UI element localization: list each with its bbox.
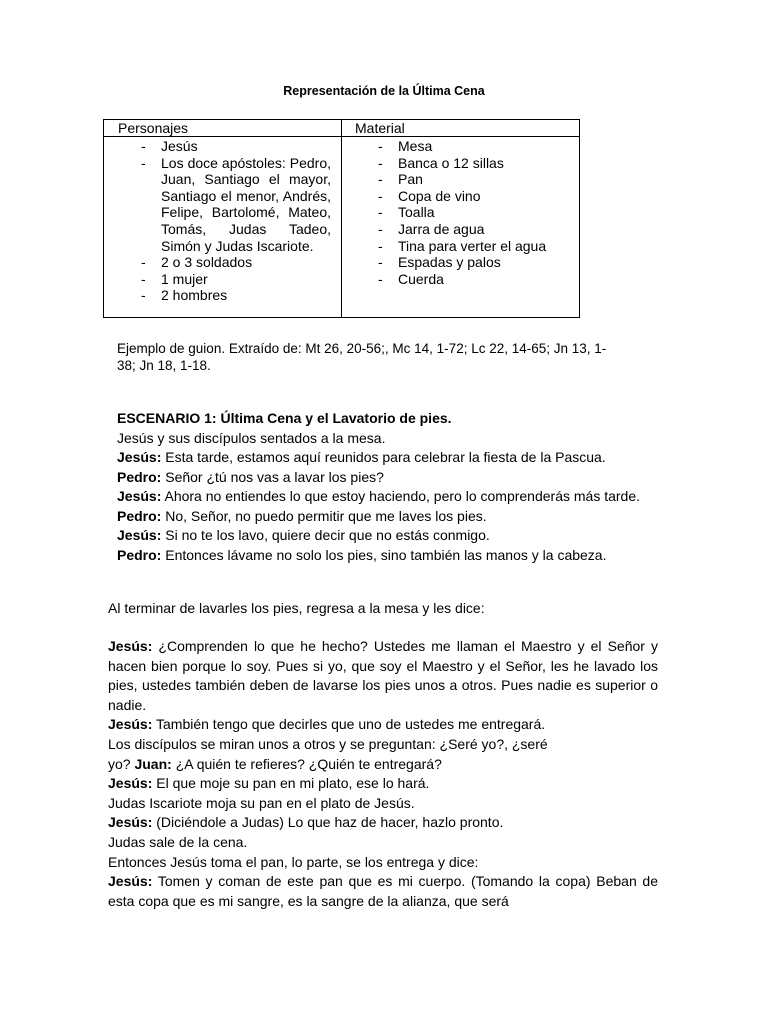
speaker-name: Jesús:	[108, 638, 153, 654]
scene-heading: ESCENARIO 1: Última Cena y el Lavatorio de pies.	[117, 410, 452, 426]
personajes-list	[104, 138, 341, 304]
dialog-line: Jesús: Ahora no entiendes lo que estoy haciendo, pero lo comprenderás más tarde.	[117, 488, 641, 504]
column-header-personajes: Personajes	[118, 120, 189, 136]
dialog-line: Pedro: No, Señor, no puedo permitir que me laves los pies.	[117, 507, 487, 524]
narration-line: Judas Iscariote moja su pan en el plato de Jesús.	[108, 794, 415, 811]
narration-line: Judas sale de la cena.	[108, 833, 248, 850]
column-header-material: Material	[355, 120, 405, 136]
dialog-line: Pedro: Señor ¿tú nos vas a lavar los pies?	[117, 468, 384, 485]
dialog-line: Jesús: Si no te los lavo, quiere decir que no estás conmigo.	[117, 527, 490, 543]
list-item: - 1 mujer	[104, 271, 341, 288]
list-item: - Toalla	[341, 204, 579, 221]
narration-line: Entonces Jesús toma el pan, lo parte, se los entrega y dice:	[108, 853, 479, 870]
speaker-name: Pedro:	[117, 507, 162, 524]
material-list	[341, 138, 579, 287]
speaker-name: Juan:	[134, 755, 172, 772]
dialog-line: Jesús: Esta tarde, estamos aquí reunidos para celebrar la fiesta de la Pascua.	[117, 449, 606, 465]
document-title: Representación de la Última Cena	[283, 84, 485, 98]
stage-direction: Al terminar de lavarles los pies, regresa a la mesa y les dice:	[108, 600, 485, 616]
source-line-2: 38; Jn 18, 1-18.	[117, 358, 211, 373]
dialog-line: Jesús: También tengo que decirles que uno de ustedes me entregará.	[108, 716, 546, 733]
script-source-note	[117, 340, 660, 374]
list-item: - Los doce apóstoles: Pedro, Juan, Santiago el mayor, Santiago el menor, Andrés, Felipe, Bartolomé, Mateo, Tomás, Judas Tadeo, Simón y Judas Iscariote.	[104, 155, 341, 255]
speaker-name: Jesús:	[108, 775, 153, 792]
list-item: - Jesús	[104, 138, 341, 155]
speaker-name: Jesús:	[108, 873, 153, 890]
scene-1	[117, 409, 660, 565]
scene-intro: Jesús y sus discípulos sentados a la mesa.	[117, 429, 386, 446]
source-line-1: Ejemplo de guion. Extraído de: Mt 26, 20-56;, Mc 14, 1-72; Lc 22, 14-65; Jn 13, 1-	[117, 341, 607, 356]
dialog-section	[108, 637, 658, 911]
list-item: - Tina para verter el agua	[341, 238, 579, 255]
cast-materials-table	[103, 119, 580, 318]
dialog-line: Jesús: (Diciéndole a Judas) Lo que haz de hacer, hazlo pronto.	[108, 814, 504, 831]
speaker-name: Pedro:	[117, 546, 162, 563]
list-item: - Pan	[341, 171, 579, 188]
dialog-line: Jesús: ¿Comprenden lo que he hecho? Ustedes me llaman el Maestro y el Señor y hacen bien porque lo soy. Pues si yo, que soy el Maestro y el Señor, les he lavado los pies, ustedes también deben de lavarse los pies unos a otros. Pues nadie es superior o nadie.	[108, 638, 658, 713]
list-item: - 2 o 3 soldados	[104, 254, 341, 271]
list-item: - Cuerda	[341, 271, 579, 288]
speaker-name: Jesús:	[108, 814, 153, 831]
dialog-line: Jesús: El que moje su pan en mi plato, ese lo hará.	[108, 775, 430, 792]
dialog-line: yo? Juan: ¿A quién te refieres? ¿Quién te entregará?	[108, 755, 442, 772]
speaker-name: Jesús:	[108, 716, 153, 733]
list-item: - Banca o 12 sillas	[341, 155, 579, 172]
speaker-name: Jesús:	[117, 488, 162, 504]
speaker-name: Jesús:	[117, 449, 162, 465]
dialog-line: Jesús: Tomen y coman de este pan que es mi cuerpo. (Tomando la copa) Beban de esta copa que es mi sangre, es la sangre de la alianza, que será	[108, 873, 659, 909]
list-item: - 2 hombres	[104, 287, 341, 304]
table-clip	[104, 120, 579, 317]
list-item: - Espadas y palos	[341, 254, 579, 271]
list-item: - Jarra de agua	[341, 221, 579, 238]
list-item: - Mesa	[341, 138, 579, 155]
dialog-line: Pedro: Entonces lávame no solo los pies, sino también las manos y la cabeza.	[117, 546, 607, 563]
narration-line: Los discípulos se miran unos a otros y se preguntan: ¿Seré yo?, ¿seré	[108, 735, 548, 752]
list-item: - Copa de vino	[341, 188, 579, 205]
speaker-name: Jesús:	[117, 527, 162, 543]
speaker-name: Pedro:	[117, 468, 162, 485]
